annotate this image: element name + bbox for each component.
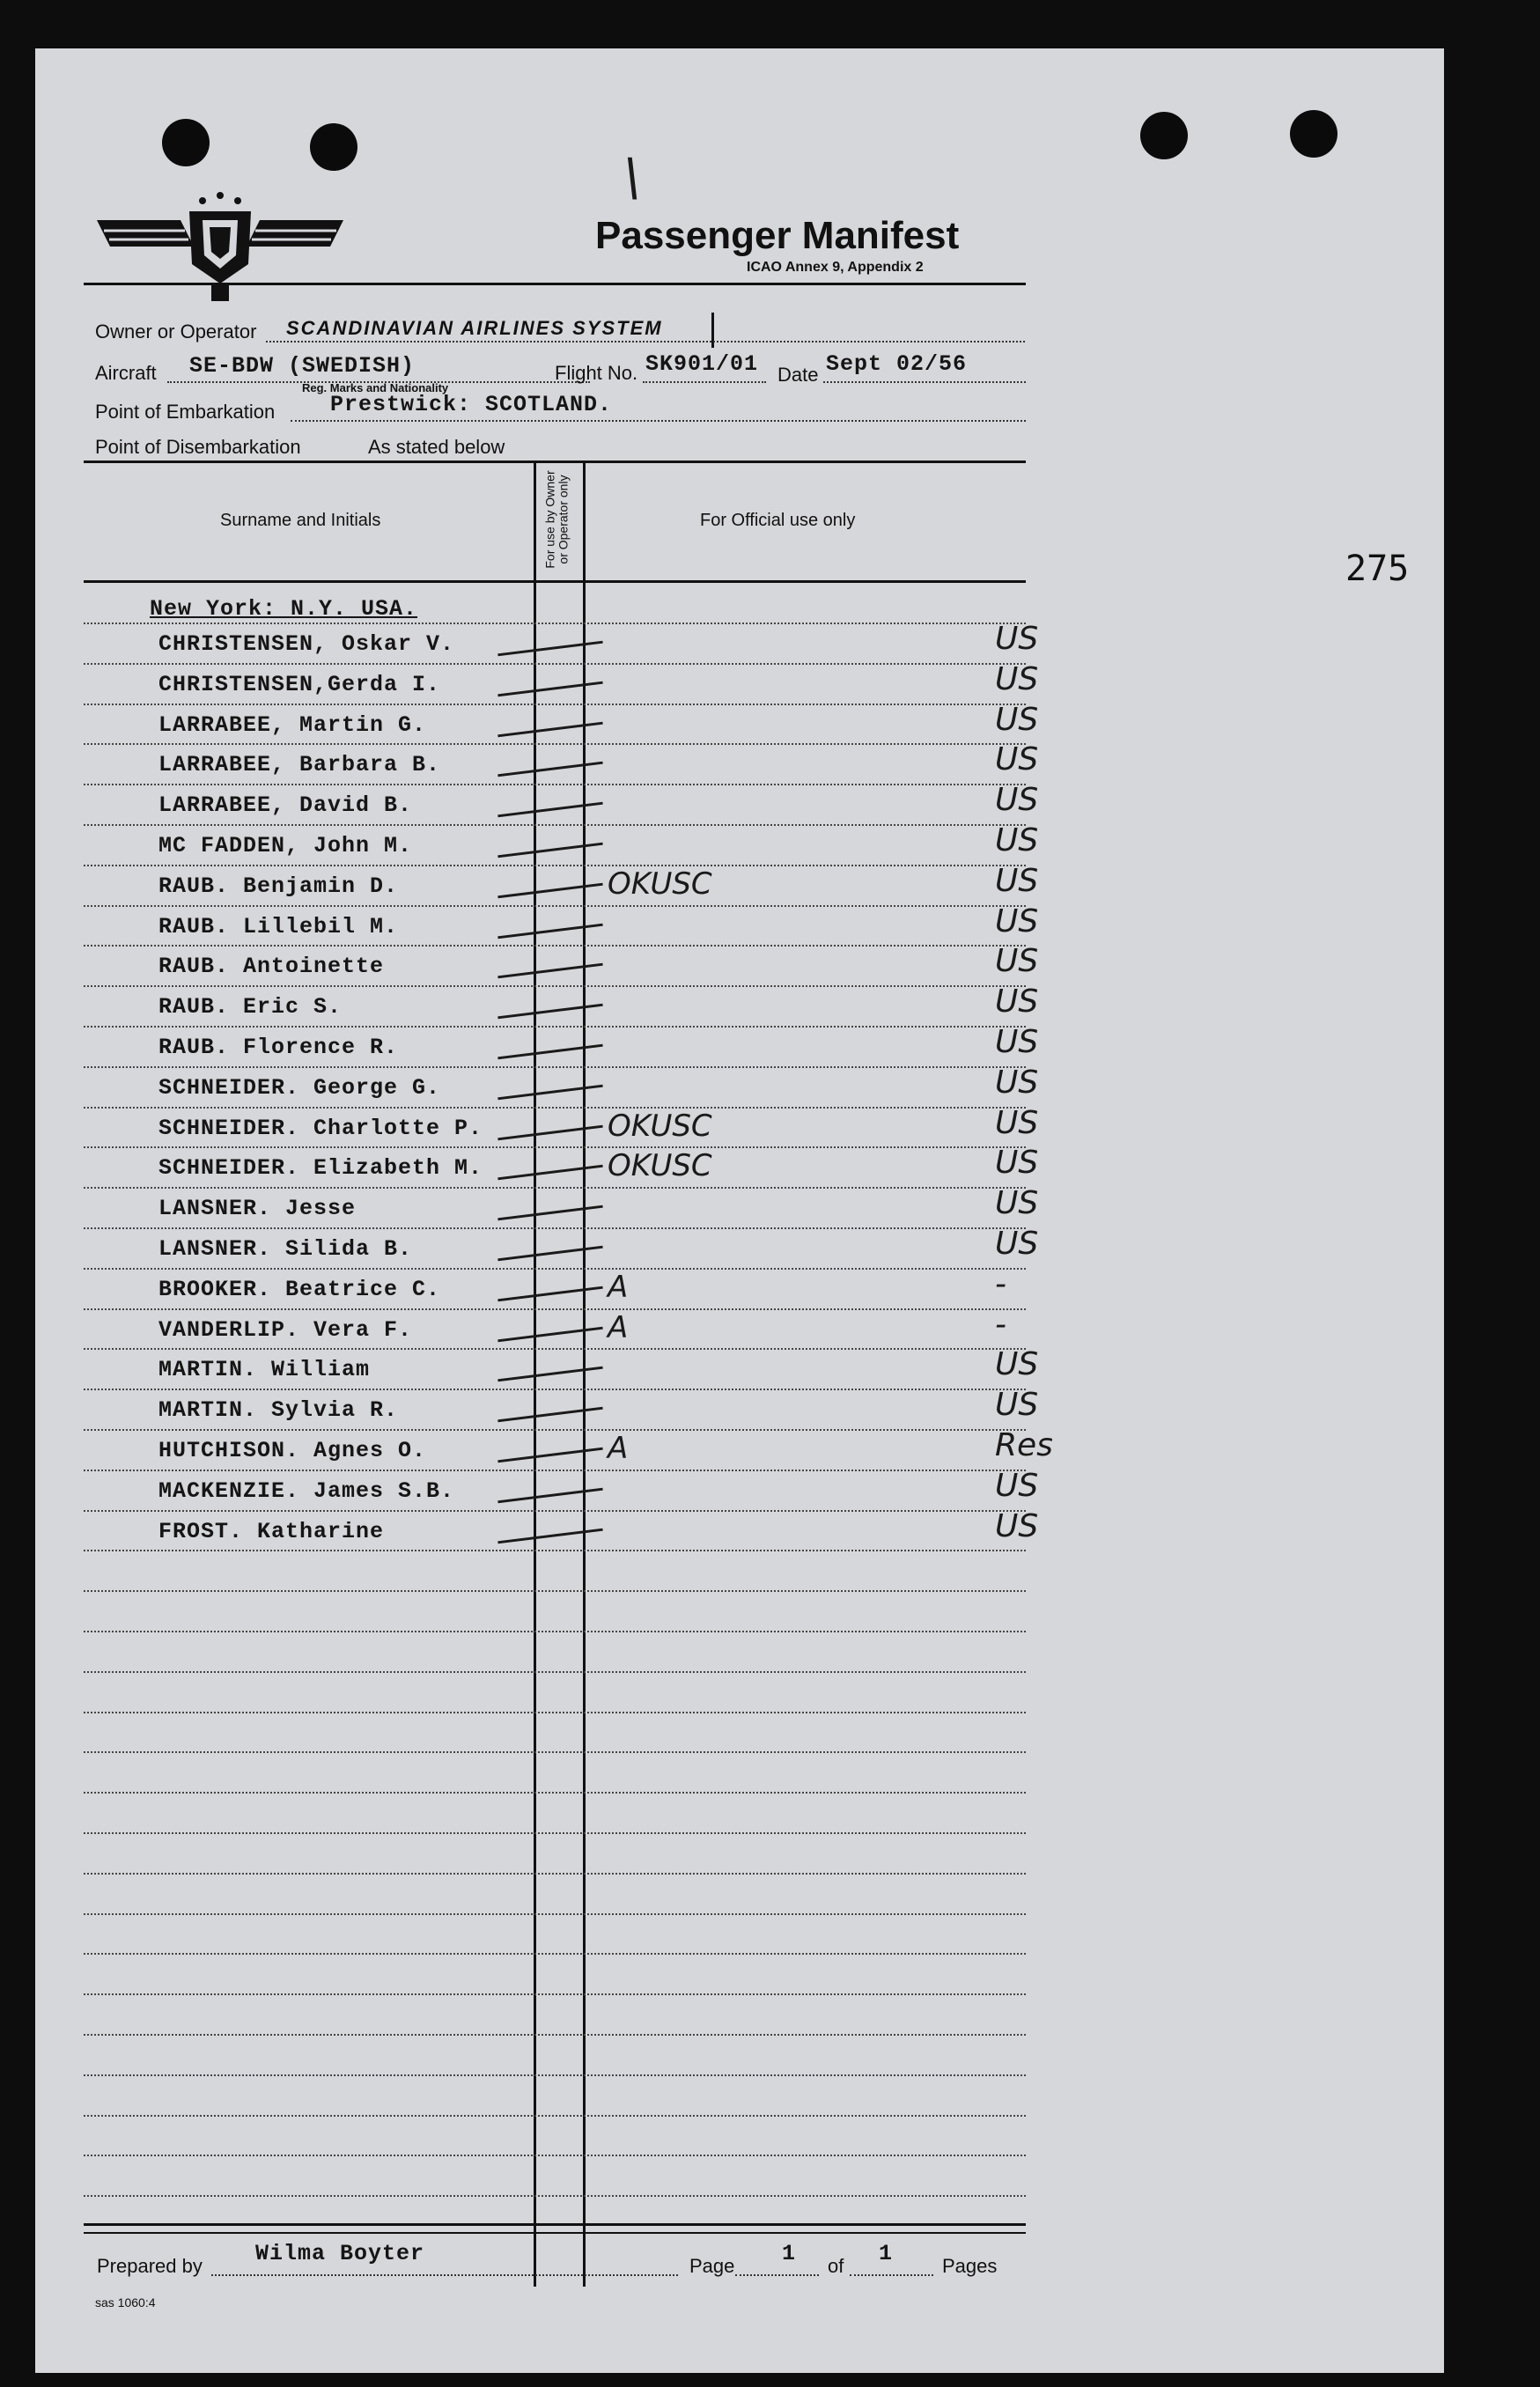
punch-hole — [1140, 112, 1188, 159]
prepared-by-value: Wilma Boyter — [255, 2241, 425, 2266]
form-code: sas 1060:4 — [95, 2295, 156, 2310]
ruled-line — [84, 1227, 1026, 1229]
status-mark: US — [995, 621, 1039, 657]
ruled-line — [84, 1792, 1026, 1794]
ruled-line — [84, 2034, 1026, 2036]
page-label: Page — [689, 2255, 735, 2277]
passenger-name: RAUB. Eric S. — [158, 994, 343, 1020]
manifest-sheet — [35, 48, 1444, 2373]
flight-label: Flight No. — [555, 362, 638, 384]
passenger-name: CHRISTENSEN, Oskar V. — [158, 631, 455, 657]
punch-hole — [162, 119, 210, 166]
passenger-name: MC FADDEN, John M. — [158, 833, 413, 858]
ruled-line — [84, 2115, 1026, 2117]
ruled-line — [84, 1470, 1026, 1471]
checkmark-stroke — [497, 1326, 602, 1342]
checkmark-stroke — [497, 1448, 602, 1463]
checkmark-stroke — [497, 1407, 602, 1423]
destination-heading: New York: N.Y. USA. — [150, 596, 418, 622]
ruled-line — [84, 1308, 1026, 1310]
passenger-name: LARRABEE, David B. — [158, 792, 413, 819]
ruled-line — [84, 1268, 1026, 1270]
owner-tick — [711, 313, 714, 348]
status-mark: US — [995, 943, 1039, 980]
passenger-name: RAUB. Antoinette — [158, 954, 385, 980]
ruled-line — [84, 1590, 1026, 1592]
passenger-name: SCHNEIDER. Charlotte P. — [158, 1115, 483, 1141]
official-note: A — [608, 1269, 629, 1305]
passenger-name: LARRABEE, Barbara B. — [158, 752, 441, 778]
prepared-dotted-line — [211, 2274, 678, 2276]
disembarkation-label: Point of Disembarkation — [95, 436, 301, 458]
of-value: 1 — [879, 2241, 894, 2266]
embarkation-value: Prestwick: SCOTLAND. — [330, 392, 613, 417]
status-mark: US — [995, 1024, 1039, 1060]
status-mark: US — [995, 1507, 1039, 1544]
embarkation-label: Point of Embarkation — [95, 401, 276, 423]
column-header-owner-use: For use by Owner or Operator only — [542, 470, 571, 569]
owner-dotted-line — [266, 341, 1025, 343]
aircraft-label: Aircraft — [95, 362, 157, 384]
footer-rule-2 — [84, 2232, 1026, 2234]
of-label: of — [828, 2255, 844, 2277]
flight-dotted-line — [643, 381, 766, 383]
status-mark: US — [995, 701, 1039, 738]
page-value: 1 — [782, 2241, 797, 2266]
checkmark-stroke — [497, 802, 602, 818]
status-mark: US — [995, 1145, 1039, 1182]
checkmark-stroke — [497, 1205, 602, 1221]
column-header-rule — [84, 580, 1026, 583]
punch-hole — [310, 123, 357, 171]
ruled-line — [84, 1429, 1026, 1431]
ruled-line — [84, 784, 1026, 785]
ruled-line — [84, 1510, 1026, 1512]
checkmark-stroke — [497, 1084, 602, 1100]
prepared-by-label: Prepared by — [97, 2255, 203, 2277]
status-mark: US — [995, 902, 1039, 939]
ruled-line — [84, 1993, 1026, 1995]
ruled-line — [84, 1146, 1026, 1148]
checkmark-stroke — [497, 1165, 602, 1181]
passenger-name: LARRABEE, Martin G. — [158, 711, 427, 738]
passenger-name: SCHNEIDER. Elizabeth M. — [158, 1155, 483, 1182]
checkmark-stroke — [497, 762, 602, 777]
margin-page-number: 275 — [1345, 549, 1410, 589]
table-top-rule — [84, 460, 1026, 463]
page-dotted-line — [735, 2274, 819, 2276]
column-header-surname: Surname and Initials — [220, 511, 381, 530]
checkmark-stroke — [497, 843, 602, 858]
passenger-name: LANSNER. Silida B. — [158, 1236, 413, 1262]
passenger-name: VANDERLIP. Vera F. — [158, 1316, 413, 1343]
ruled-line — [84, 1107, 1026, 1109]
stray-pencil-mark: \ — [623, 147, 641, 207]
ruled-line — [84, 905, 1026, 907]
ruled-line — [84, 1712, 1026, 1713]
ruled-line — [84, 1389, 1026, 1390]
ruled-line — [84, 985, 1026, 987]
flight-value: SK901/01 — [645, 351, 759, 377]
checkmark-stroke — [497, 1044, 602, 1060]
ruled-line — [84, 1913, 1026, 1915]
checkmark-stroke — [497, 1367, 602, 1382]
official-note: OKUSC — [608, 1148, 712, 1184]
checkmark-stroke — [497, 1004, 602, 1020]
passenger-name: BROOKER. Beatrice C. — [158, 1276, 441, 1302]
ruled-line — [84, 1187, 1026, 1189]
header-rule — [84, 283, 1026, 285]
status-mark: US — [995, 822, 1039, 858]
status-mark: US — [995, 782, 1039, 819]
checkmark-stroke — [497, 721, 602, 737]
ruled-line — [84, 663, 1026, 665]
ruled-line — [84, 1671, 1026, 1673]
checkmark-stroke — [497, 1487, 602, 1503]
status-mark: US — [995, 1467, 1039, 1504]
checkmark-stroke — [497, 681, 602, 696]
passenger-name: MACKENZIE. James S.B. — [158, 1477, 455, 1504]
status-mark: US — [995, 660, 1039, 697]
ruled-line — [84, 1066, 1026, 1068]
ruled-line — [84, 704, 1026, 705]
disembarkation-value: As stated below — [368, 436, 505, 458]
status-mark: US — [995, 984, 1039, 1020]
ruled-line — [84, 2074, 1026, 2076]
passenger-name: CHRISTENSEN,Gerda I. — [158, 671, 441, 697]
status-mark: US — [995, 1387, 1039, 1424]
ruled-line — [84, 1832, 1026, 1834]
passenger-name: RAUB. Benjamin D. — [158, 873, 399, 899]
passenger-name: RAUB. Florence R. — [158, 1035, 399, 1060]
official-note: A — [608, 1431, 629, 1466]
checkmark-stroke — [497, 963, 602, 979]
passenger-name: LANSNER. Jesse — [158, 1196, 357, 1222]
checkmark-stroke — [497, 1246, 602, 1262]
checkmark-stroke — [497, 1528, 602, 1543]
column-divider-right — [583, 462, 586, 2287]
page-subtitle: ICAO Annex 9, Appendix 2 — [747, 260, 924, 275]
status-mark: US — [995, 1104, 1039, 1141]
official-note: OKUSC — [608, 1108, 712, 1144]
ruled-line — [84, 1026, 1026, 1028]
ruled-line — [84, 2155, 1026, 2156]
checkmark-stroke — [497, 641, 602, 657]
ruled-line — [84, 1873, 1026, 1875]
passenger-name: FROST. Katharine — [158, 1518, 385, 1544]
status-mark: US — [995, 1064, 1039, 1101]
ruled-line — [84, 1953, 1026, 1955]
status-mark: - — [995, 1265, 1006, 1302]
ruled-line — [84, 623, 1026, 624]
status-mark: US — [995, 741, 1039, 778]
aircraft-value: SE-BDW (SWEDISH) — [189, 353, 416, 379]
status-mark: US — [995, 1346, 1039, 1383]
ruled-line — [84, 2195, 1026, 2197]
pages-label: Pages — [942, 2255, 998, 2277]
official-note: A — [608, 1309, 629, 1345]
ruled-line — [84, 1550, 1026, 1551]
ruled-line — [84, 824, 1026, 826]
passenger-name: MARTIN. Sylvia R. — [158, 1397, 399, 1424]
official-note: OKUSC — [608, 866, 712, 902]
passenger-name: SCHNEIDER. George G. — [158, 1074, 441, 1101]
checkmark-stroke — [497, 923, 602, 939]
status-mark: US — [995, 1226, 1039, 1262]
aircraft-dotted-line — [167, 381, 590, 383]
checkmark-stroke — [497, 1124, 602, 1140]
footer-rule — [84, 2223, 1026, 2226]
date-dotted-line — [823, 381, 1026, 383]
punch-hole — [1290, 110, 1337, 158]
ruled-line — [84, 1631, 1026, 1632]
page-title: Passenger Manifest — [595, 214, 960, 257]
ruled-line — [84, 865, 1026, 866]
passenger-name: RAUB. Lillebil M. — [158, 913, 399, 939]
embarkation-dotted-line — [291, 420, 1026, 422]
status-mark: Res — [995, 1427, 1053, 1463]
ruled-line — [84, 1751, 1026, 1753]
of-dotted-line — [850, 2274, 933, 2276]
column-header-official: For Official use only — [700, 511, 856, 530]
owner-label: Owner or Operator — [95, 320, 257, 343]
status-mark: - — [995, 1306, 1006, 1343]
date-value: Sept 02/56 — [826, 351, 968, 377]
ruled-line — [84, 945, 1026, 947]
status-mark: US — [995, 862, 1039, 899]
ruled-line — [84, 1348, 1026, 1350]
aircraft-sublabel: Reg. Marks and Nationality — [302, 381, 449, 394]
date-label: Date — [777, 364, 819, 386]
passenger-name: HUTCHISON. Agnes O. — [158, 1438, 427, 1463]
airline-logo — [97, 185, 343, 317]
checkmark-stroke — [497, 882, 602, 898]
checkmark-stroke — [497, 1286, 602, 1301]
status-mark: US — [995, 1185, 1039, 1222]
ruled-line — [84, 743, 1026, 745]
passenger-name: MARTIN. William — [158, 1357, 371, 1383]
owner-value: SCANDINAVIAN AIRLINES SYSTEM — [286, 317, 663, 339]
